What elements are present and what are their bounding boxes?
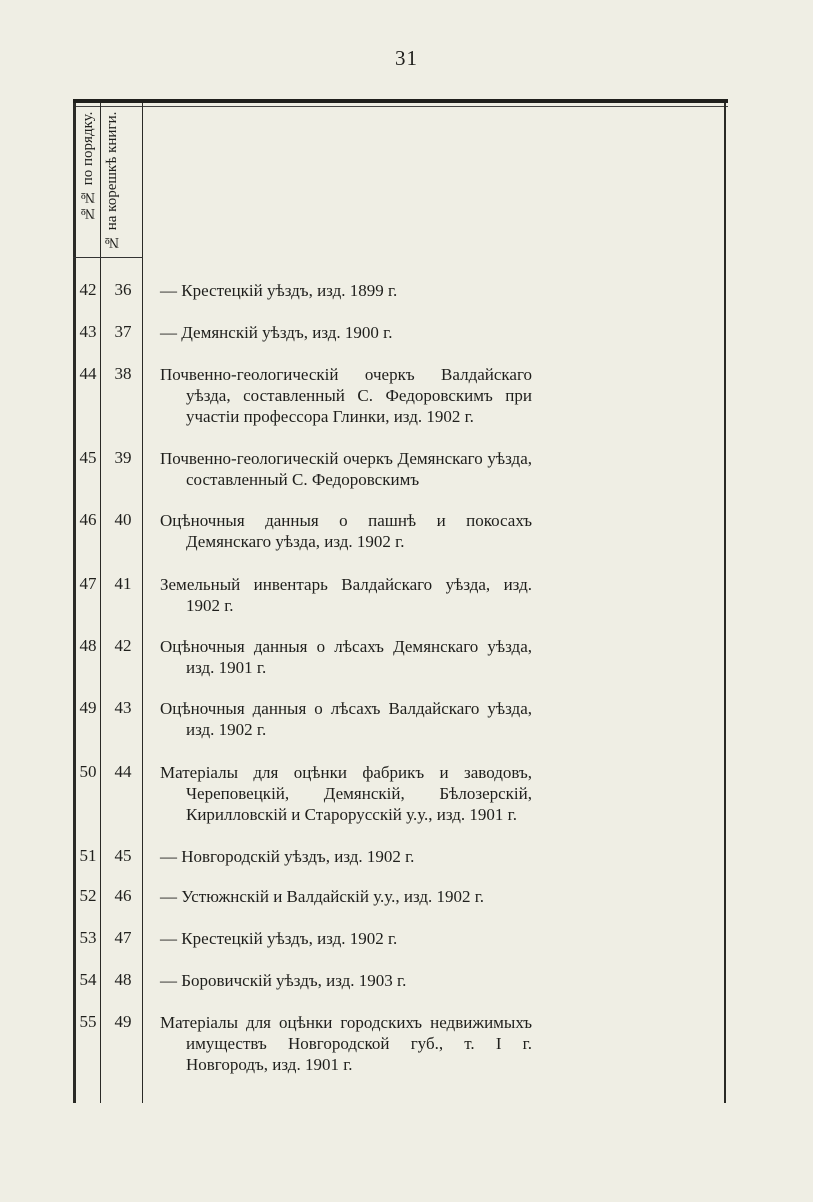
column-divider-2 xyxy=(142,103,143,1103)
entry-description: — Устюжнскій и Валдайскій у.у., изд. 1902 г. xyxy=(160,887,485,906)
order-number: 43 xyxy=(79,322,97,341)
spine-number: 38 xyxy=(114,364,132,383)
spine-number: 43 xyxy=(114,698,132,717)
entry-description: Почвенно-геологическій очеркъ Валдайскаго уѣзда, составленный С. Федоровскимъ при участіи профессора Глинки, изд. 1902 г. xyxy=(160,365,532,426)
spine-number: 41 xyxy=(114,574,132,593)
header-rule xyxy=(73,257,143,258)
entry-description: Почвенно-геологическій очеркъ Демянскаго уѣзда, составленный С. Федоровскимъ xyxy=(160,449,532,489)
spine-number: 44 xyxy=(114,762,132,781)
order-number: 45 xyxy=(79,448,97,467)
order-number: 44 xyxy=(79,364,97,383)
order-number: 47 xyxy=(79,574,97,593)
entry-description: Оцѣночныя данныя о лѣсахъ Демянскаго уѣзда, изд. 1901 г. xyxy=(160,637,532,677)
header-spine-number: № на корешкѣ книги. xyxy=(104,112,120,251)
order-number: 51 xyxy=(79,846,97,865)
order-number: 48 xyxy=(79,636,97,655)
order-number: 49 xyxy=(79,698,97,717)
spine-number: 48 xyxy=(114,970,132,989)
spine-number: 47 xyxy=(114,928,132,947)
order-number: 42 xyxy=(79,280,97,299)
entry-description: — Крестецкій уѣздъ, изд. 1899 г. xyxy=(160,281,398,300)
spine-number: 36 xyxy=(114,280,132,299)
entry-description: Матеріалы для оцѣнки фабрикъ и заводовъ, Череповецкій, Демянскій, Бѣлозерскій, Кирилловскій и Старорусскій у.у., изд. 1901 г. xyxy=(160,763,532,824)
spine-number: 39 xyxy=(114,448,132,467)
entry-description: — Демянскій уѣздъ, изд. 1900 г. xyxy=(160,323,393,342)
order-number: 54 xyxy=(79,970,97,989)
column-divider-1 xyxy=(100,103,101,1103)
page-number: 31 xyxy=(395,46,418,70)
spine-number: 45 xyxy=(114,846,132,865)
entry-description: Земельный инвентарь Валдайскаго уѣзда, изд. 1902 г. xyxy=(160,575,532,615)
order-number: 46 xyxy=(79,510,97,529)
spine-number: 46 xyxy=(114,886,132,905)
entry-description: Оцѣночныя данныя о лѣсахъ Валдайскаго уѣзда, изд. 1902 г. xyxy=(160,699,532,739)
top-rule xyxy=(73,99,728,103)
entry-description: — Новгородскій уѣздъ, изд. 1902 г. xyxy=(160,847,415,866)
order-number: 52 xyxy=(79,886,97,905)
left-border xyxy=(73,103,76,1103)
right-border xyxy=(724,103,726,1103)
order-number: 55 xyxy=(79,1012,97,1031)
spine-number: 42 xyxy=(114,636,132,655)
order-number: 50 xyxy=(79,762,97,781)
header-order-number: №№ по порядку. xyxy=(80,112,96,222)
entry-description: Матеріалы для оцѣнки городскихъ недвижимыхъ имуществъ Новгородской губ., т. I г. Новгородъ, изд. 1901 г. xyxy=(160,1013,532,1074)
spine-number: 40 xyxy=(114,510,132,529)
spine-number: 37 xyxy=(114,322,132,341)
order-number: 53 xyxy=(79,928,97,947)
top-rule-thin xyxy=(73,106,728,107)
entry-description: — Боровичскій уѣздъ, изд. 1903 г. xyxy=(160,971,407,990)
entry-description: Оцѣночныя данныя о пашнѣ и покосахъ Демянскаго уѣзда, изд. 1902 г. xyxy=(160,511,532,551)
entry-description: — Крестецкій уѣздъ, изд. 1902 г. xyxy=(160,929,398,948)
spine-number: 49 xyxy=(114,1012,132,1031)
